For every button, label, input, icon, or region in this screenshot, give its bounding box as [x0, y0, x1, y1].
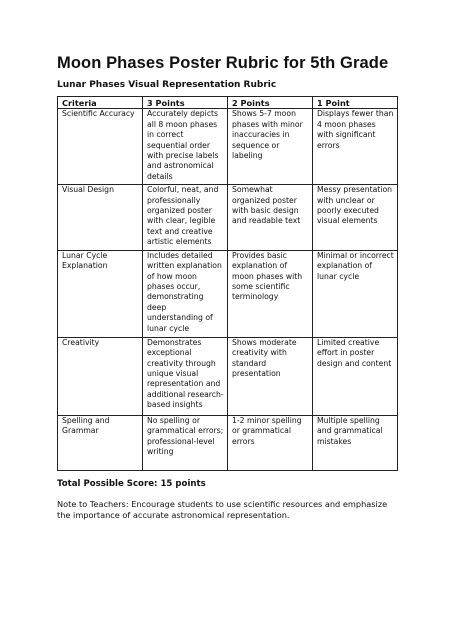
two-points-cell: Shows moderate creativity with standard presentation: [228, 337, 313, 415]
three-points-cell: Includes detailed written explanation of how moon phases occur, demonstrating deep understanding of lunar cycle: [143, 250, 228, 337]
rubric-table: [57, 96, 398, 471]
header-criteria: Criteria: [58, 97, 143, 109]
one-point-cell: Displays fewer than 4 moon phases with significant errors: [313, 109, 398, 185]
table-row: [58, 415, 398, 470]
header-2-points: 2 Points: [228, 97, 313, 109]
two-points-cell: Somewhat organized poster with basic design and readable text: [228, 185, 313, 250]
table-row: [58, 185, 398, 250]
criteria-cell: Lunar Cycle Explanation: [58, 250, 143, 337]
total-score: Total Possible Score: 15 points: [57, 479, 206, 489]
criteria-cell: Visual Design: [58, 185, 143, 250]
three-points-cell: Accurately depicts all 8 moon phases in correct sequential order with precise labels and astronomical details: [143, 109, 228, 185]
table-row: [58, 250, 398, 337]
table-row: [58, 109, 398, 185]
three-points-cell: Colorful, neat, and professionally organized poster with clear, legible text and creative artistic elements: [143, 185, 228, 250]
table-row: [58, 337, 398, 415]
two-points-cell: Provides basic explanation of moon phases with some scientific terminology: [228, 250, 313, 337]
header-3-points: 3 Points: [143, 97, 228, 109]
rubric-subtitle: Lunar Phases Visual Representation Rubric: [57, 80, 277, 90]
one-point-cell: Multiple spelling and grammatical mistakes: [313, 415, 398, 470]
criteria-cell: Spelling and Grammar: [58, 415, 143, 470]
header-1-point: 1 Point: [313, 97, 398, 109]
one-point-cell: Limited creative effort in poster design and content: [313, 337, 398, 415]
table-header-row: [58, 97, 398, 109]
two-points-cell: Shows 5-7 moon phases with minor inaccuracies in sequence or labeling: [228, 109, 313, 185]
three-points-cell: No spelling or grammatical errors; professional-level writing: [143, 415, 228, 470]
criteria-cell: Scientific Accuracy: [58, 109, 143, 185]
criteria-cell: Creativity: [58, 337, 143, 415]
one-point-cell: Minimal or incorrect explanation of lunar cycle: [313, 250, 398, 337]
teacher-note: Note to Teachers: Encourage students to use scientific resources and emphasize the importance of accurate astronomical representation.: [57, 499, 388, 520]
page-title: Moon Phases Poster Rubric for 5th Grade: [57, 54, 389, 72]
two-points-cell: 1-2 minor spelling or grammatical errors: [228, 415, 313, 470]
one-point-cell: Messy presentation with unclear or poorly executed visual elements: [313, 185, 398, 250]
three-points-cell: Demonstrates exceptional creativity through unique visual representation and additional research-based insights: [143, 337, 228, 415]
